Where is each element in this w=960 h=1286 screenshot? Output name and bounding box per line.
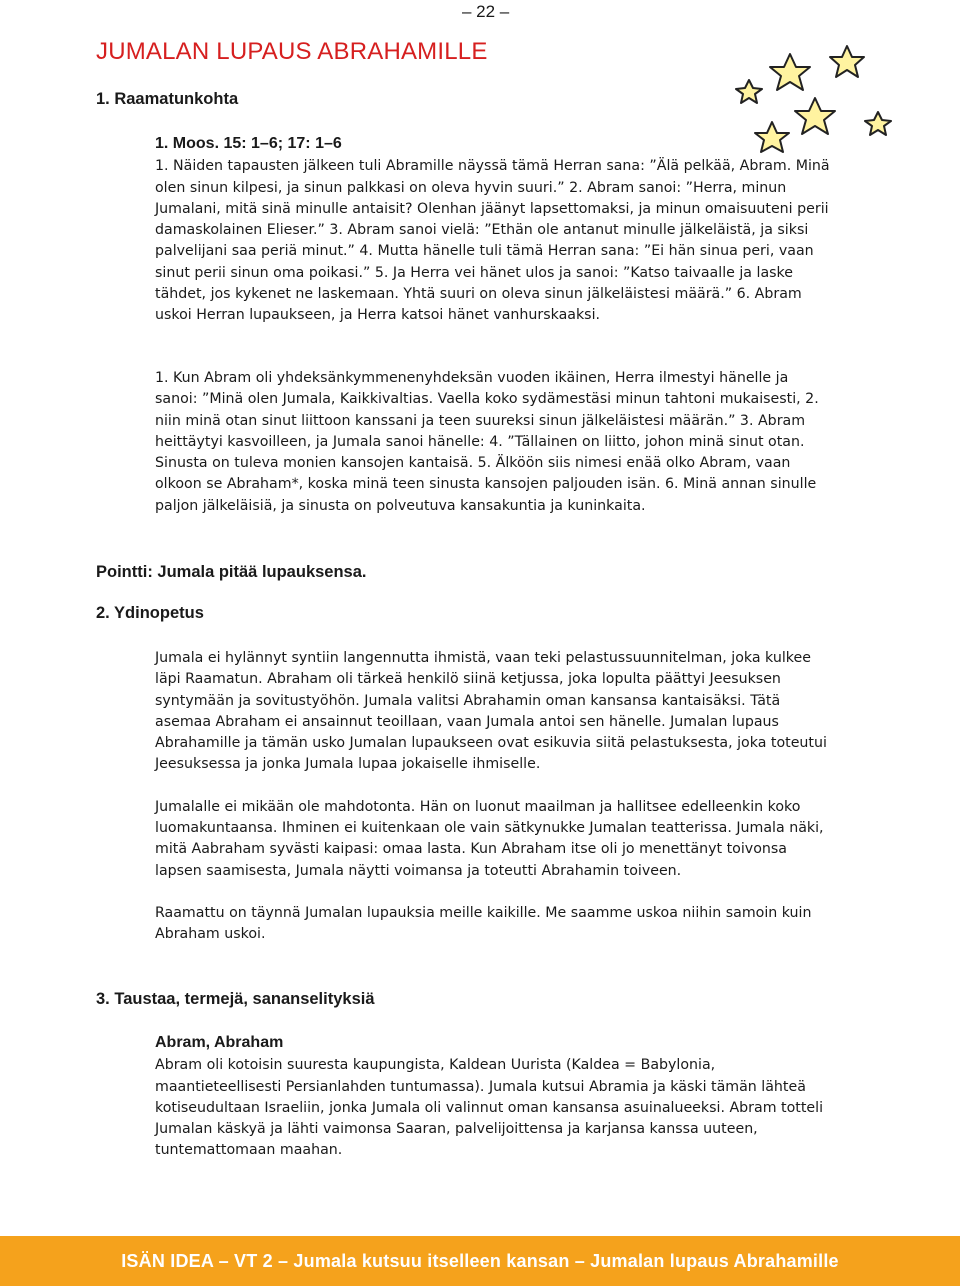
footer-banner [0,1236,960,1286]
term-heading: Abram, Abraham [155,1034,284,1051]
section-heading-raamatunkohta: 1. Raamatunkohta [96,90,239,108]
bible-reference: 1. Moos. 15: 1–6; 17: 1–6 [155,135,342,152]
passage-text-2: 1. Kun Abram oli yhdeksänkymmenenyhdeksän vuoden ikäinen, Herra ilmestyi hänelle ja sanoi: ”Minä olen Jumala, Kaikkivaltias. Vaella koko sydämestäsi minun tahtoni mukaisesti, 2. niin minä otan sinut liittoon kanssani ja teen suureksi sinun jälkeläistesi määrän.” 3. Abram heittäytyi kasvoilleen, ja Jumala sanoi hänelle: 4. ”Tällainen on liitto, johon minä sinut otan. Sinusta on tuleva monien kansojen kantaisä. 5. Älköön siis nimesi enää olko Abram, vaan olkoon se Abraham*, koska minä teen sinusta kansojen paljouden isän. 6. Minä annan sinulle paljon jälkeläisiä, ja sinusta on polveutuva kansakuntia ja kuninkaita. [155,370,819,514]
term-explanation: Abram oli kotoisin suuresta kaupungista, Kaldean Uurista (Kaldea = Babylonia, maantieteellisesti Persianlahden tuntumassa). Jumala kutsui Abramia ja käski tämän lähteä kotiseudultaan Israeliin, jonka Jumala oli valinnut oman kansansa asuinalueeksi. Abram totteli Jumalan käskyä ja lähti vaimonsa Saaran, palvelijoittensa ja karjansa kanssa uuteen, tuntemattomaan maahan. [155,1057,824,1159]
section-heading-ydinopetus: 2. Ydinopetus [96,604,204,622]
star-icon [830,46,864,77]
page-number: – 22 – [462,2,510,21]
background-section [155,1032,835,1162]
teaching-paragraph: Jumalalle ei mikään ole mahdotonta. Hän on luonut maailman ja hallitsee edelleenkin koko luomakuntaansa. Ihminen ei kuitenkaan ole vain sätkynukke Jumalan teatterissa. Jumala näki, mitä Aabraham syvästi kaipasi: omaa lasta. Kun Abraham itse oli jo menettänyt toivonsa lapsen saamisesta, Jumala näytti voimansa ja toteutti Abrahamin toiveen. [155,798,824,879]
star-icon [795,98,835,134]
teaching-paragraph: Raamattu on täynnä Jumalan lupauksia meille kaikille. Me saamme uskoa niihin samoin kuin Abraham uskoi. [155,904,812,943]
section-heading-taustaa: 3. Taustaa, termejä, sananselityksiä [96,990,375,1008]
footer-text: ISÄN IDEA – VT 2 – Jumala kutsuu itselleen kansan – Jumalan lupaus Abrahamille [121,1250,839,1271]
star-icon [770,54,810,90]
passage-text-1: 1. Näiden tapausten jälkeen tuli Abramille näyssä tämä Herran sana: ”Älä pelkää, Abram. Minä olen sinun kilpesi, ja sinun palkkasi on oleva hyvin suuri.” 2. Abram sanoi: ”Herra, minun Jumalani, mitä sinä minulle antaisit? Olenhan jäänyt lapsettomaksi, ja minun omaisuuteni perii damaskolainen Elieser.” 3. Abram sanoi vielä: ”Ethän ole antanut minulle jälkeläistä, ja siksi palvelijani saa periä minut.” 4. Mutta hänelle tuli tämä Herran sana: ”Ei hän sinua peri, vaan sinut perii sinun oma poikasi.” 5. Ja Herra vei hänet ulos ja sanoi: ”Katso taivaalle ja laske tähdet, jos kykenet ne laskemaan. Yhtä suuri on oleva sinun jälkeläistesi määrä.” 6. Abram uskoi Herran lupaukseen, ja Herra katsoi hänet vanhurskaaksi. [155,158,830,324]
bible-passage-2 [155,368,835,517]
teaching-paragraph: Jumala ei hylännyt syntiin langennutta ihmistä, vaan teki pelastussuunnitelman, joka kulkee läpi Raamatun. Abraham oli tärkeä henkilö siinä ketjussa, joka lopulta päättyi Jeesuksen syntymään ja sovitustyöhön. Jumala valitsi Abrahamin oman kansansa kantaisäksi. Tätä asemaa Abraham ei ansainnut teoillaan, vaan Jumala antoi sen hänelle. Jumalan lupaus Abrahamille ja tämän usko Jumalan lupaukseen ovat esikuvia siitä pelastuksesta, joka toteutui Jeesuksessa ja jonka Jumala lupaa jokaiselle ihmiselle. [155,650,827,773]
page-title: JUMALAN LUPAUS ABRAHAMILLE [96,38,488,65]
star-icon [736,80,762,103]
star-icon [865,112,891,135]
core-teaching [155,648,835,946]
point-statement: Pointti: Jumala pitää lupauksensa. [96,563,367,581]
bible-passage-1 [155,133,835,327]
